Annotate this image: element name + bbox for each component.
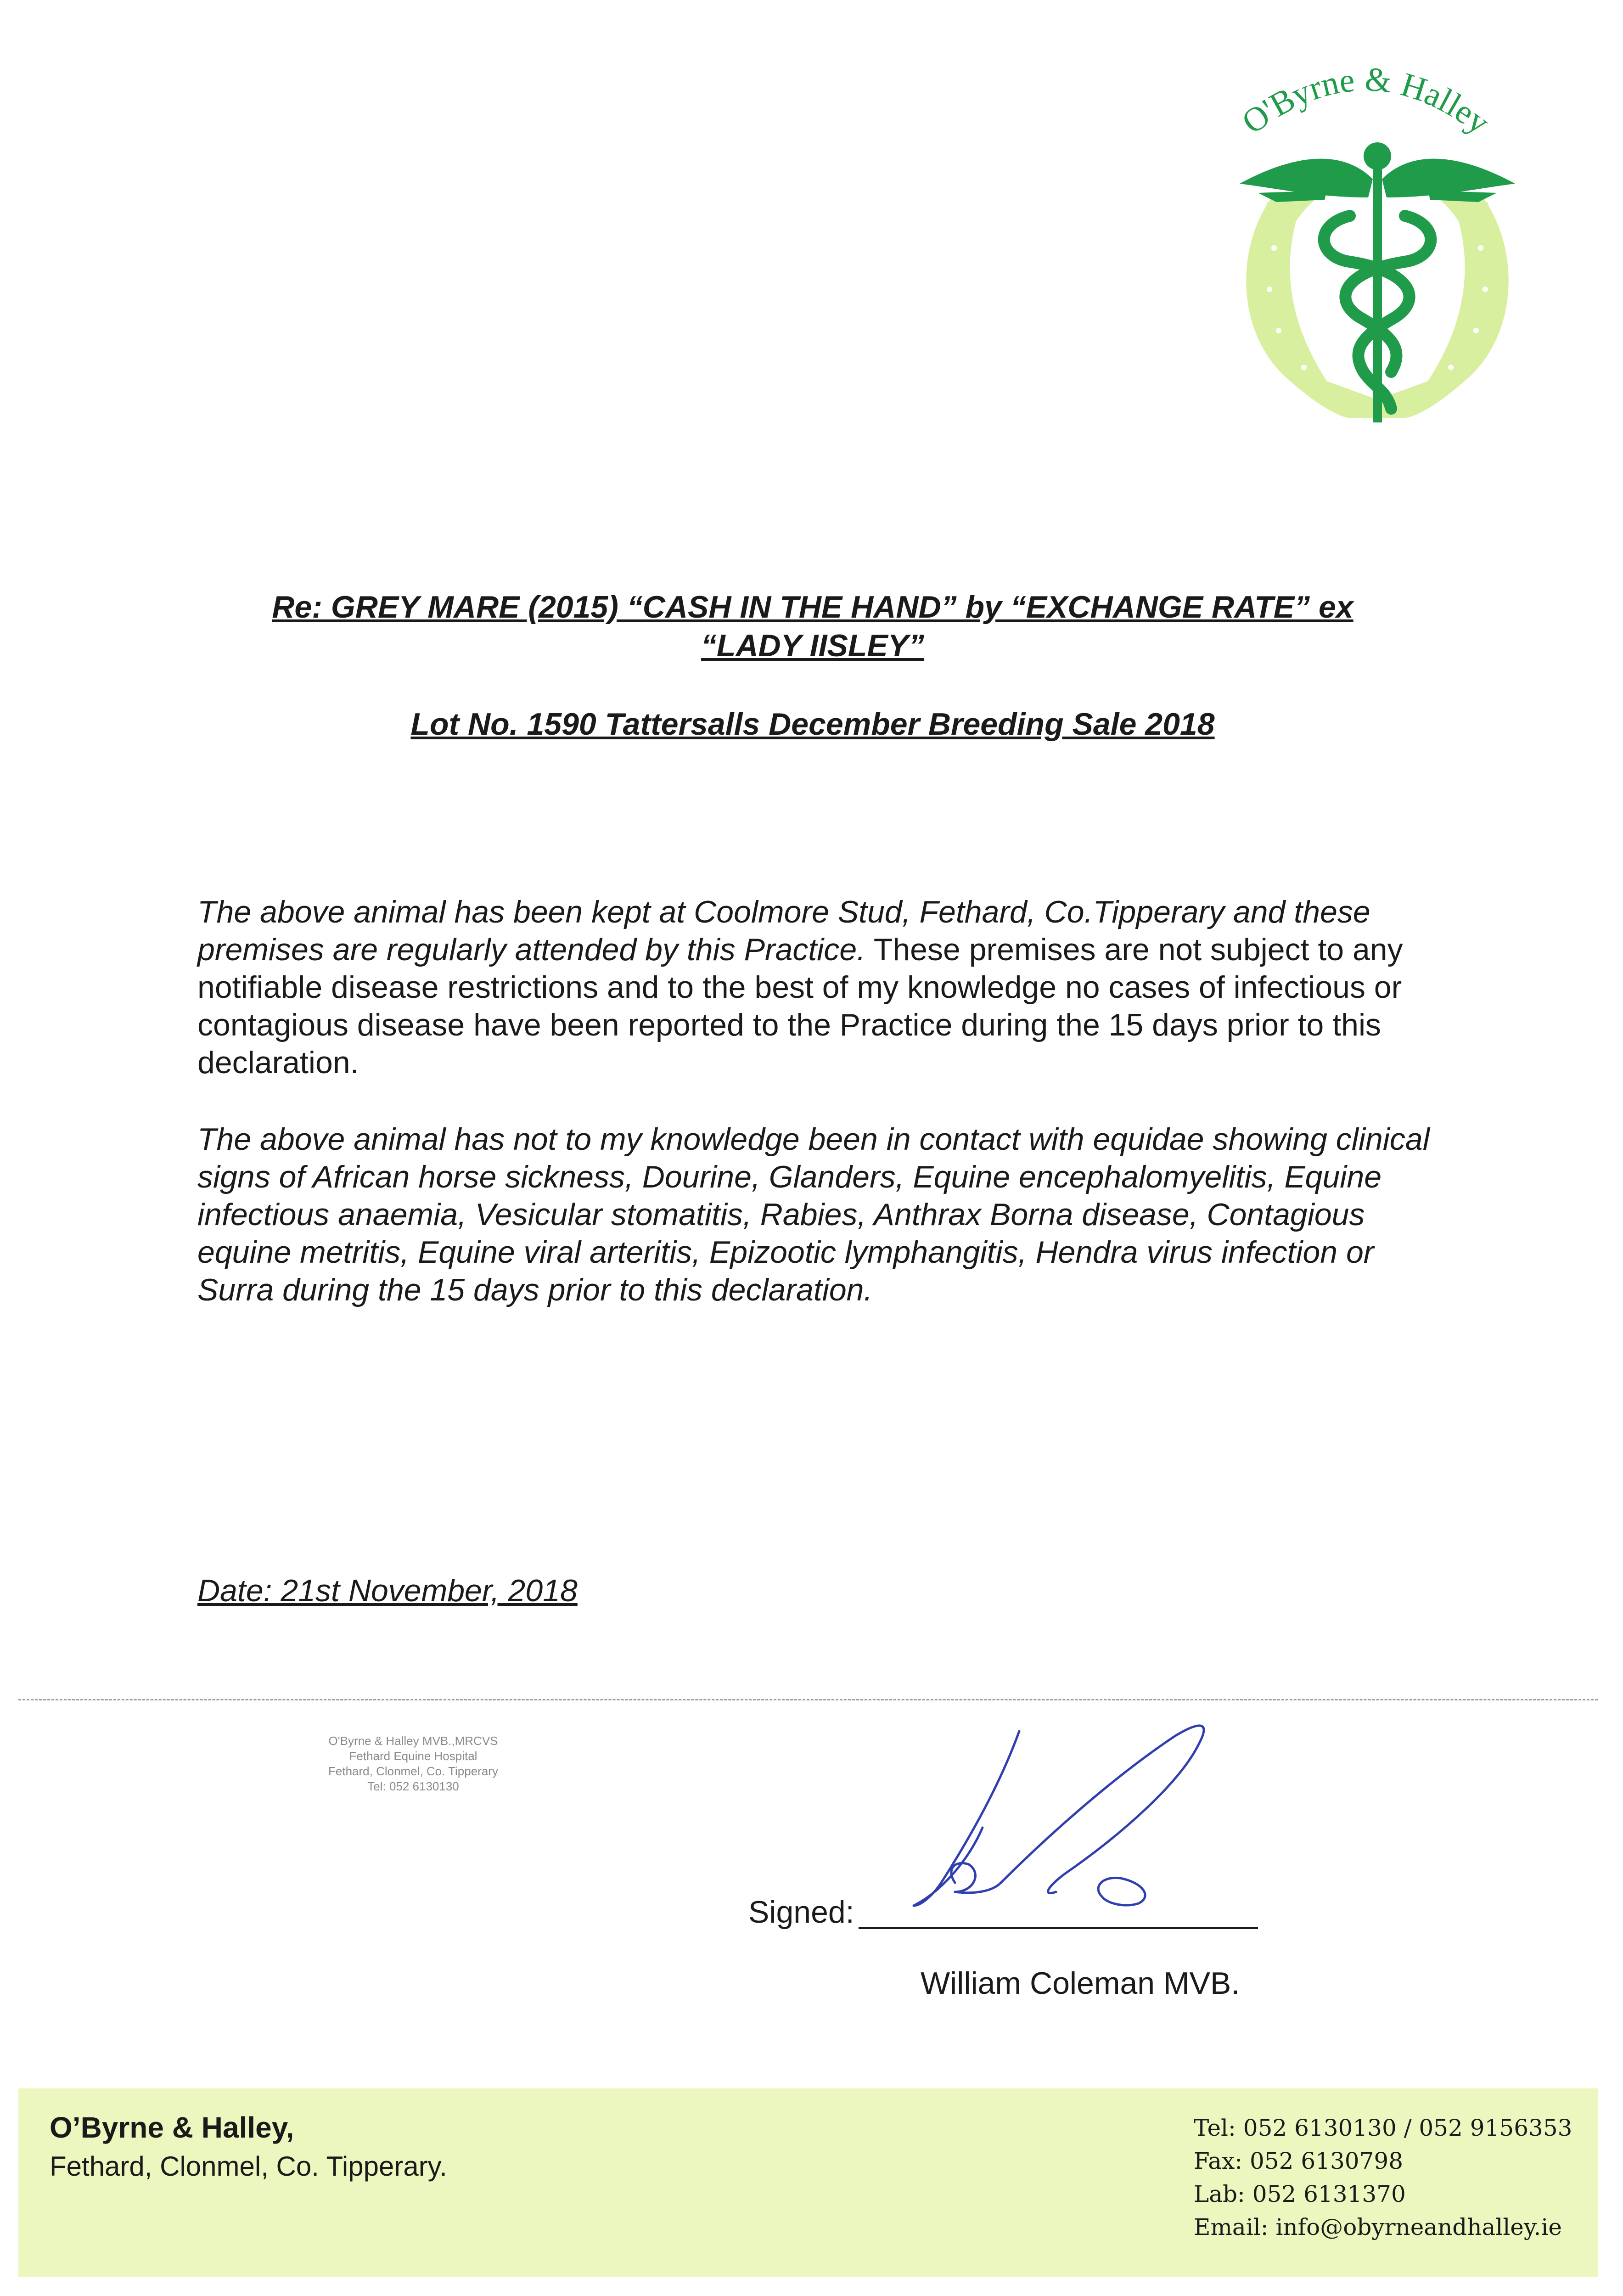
para1-italic: The above animal has been kept at Coolmore Stud, Fethard, Co.Tipperary and these premises are regularly attended by this Practice.	[197, 895, 1370, 967]
footer-fax: Fax: 052 6130798	[1194, 2148, 1404, 2174]
re-heading	[193, 588, 1432, 665]
stamp-line-1: O'Byrne & Halley MVB.,MRCVS	[328, 1734, 498, 1748]
declaration-date: Date: 21st November, 2018	[197, 1573, 578, 1608]
stamp-line-2: Fethard Equine Hospital	[349, 1749, 477, 1763]
footer-email: Email: info@obyrneandhalley.ie	[1194, 2214, 1562, 2240]
divider	[18, 1699, 1598, 1700]
re-line-2: “LADY IISLEY”	[701, 628, 925, 663]
letterhead-footer	[18, 2088, 1598, 2277]
footer-address: Fethard, Clonmel, Co. Tipperary.	[50, 2151, 447, 2182]
logo-text: O'Byrne & Halley	[1235, 60, 1497, 142]
signature-image	[863, 1676, 1276, 1952]
declaration-paragraph-2: The above animal has not to my knowledge been in contact with equidae showing clinical signs of African horse sickness, Dourine, Glanders, Equine encephalomyelitis, Equine infectious anaemia, Vesicular stomatitis, Rabies, Anthrax Borna disease, Contagious equine metritis, Equine viral arteritis, Epizootic lymphangitis, Hendra virus infection or Surra during the 15 days prior to this declaration.	[197, 1122, 1430, 1307]
signed-label: Signed:	[748, 1895, 854, 1930]
practice-logo	[1212, 51, 1543, 427]
declaration-paragraph-1	[197, 893, 1446, 1081]
stamp-line-3: Fethard, Clonmel, Co. Tipperary	[328, 1764, 498, 1778]
footer-lab: Lab: 052 6131370	[1194, 2181, 1406, 2207]
lot-heading: Lot No. 1590 Tattersalls December Breeding Sale 2018	[410, 707, 1215, 742]
signer-name: William Coleman MVB.	[921, 1966, 1240, 2001]
re-line-1: Re: GREY MARE (2015) “CASH IN THE HAND” by “EXCHANGE RATE” ex	[272, 590, 1353, 625]
para1-regular: These premises are not subject to any notifiable disease restrictions and to the best of my knowledge no cases of infectious or contagious disease have been reported to the Practice during the 15 days prior to this declaration.	[197, 932, 1403, 1080]
footer-tel: Tel: 052 6130130 / 052 9156353	[1194, 2115, 1572, 2141]
footer-firm-name: O’Byrne & Halley,	[50, 2111, 294, 2144]
practice-stamp	[294, 1733, 533, 1794]
signature-line	[859, 1927, 1258, 1929]
footer-contacts	[1194, 2111, 1572, 2244]
stamp-line-4: Tel: 052 6130130	[367, 1779, 459, 1793]
